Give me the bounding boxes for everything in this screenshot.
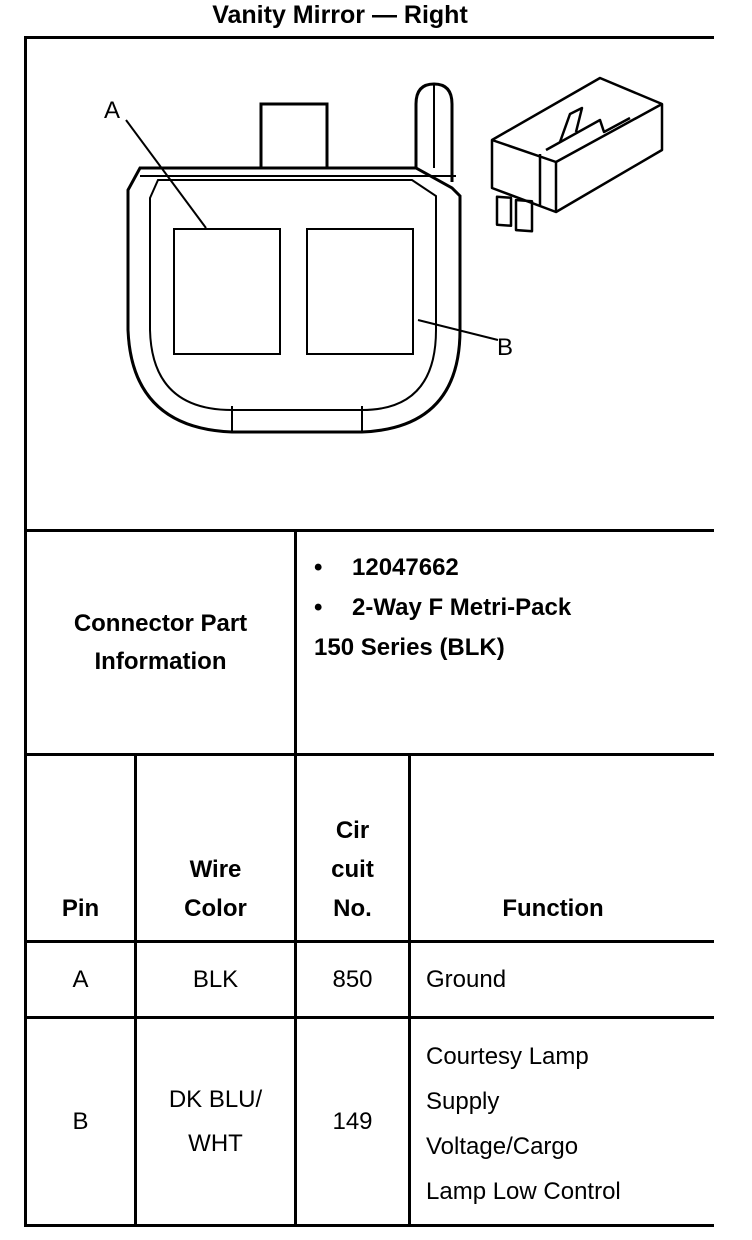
connector-part-info-label [27,532,294,753]
header-wire-color-line2: Color [184,895,247,922]
row-a-circuit: 850 [332,965,373,993]
header-wire-color-line1: Wire [189,856,242,883]
divider-circuit [408,756,411,1227]
header-circuit-line3: No. [333,895,372,922]
header-circuit-no [297,811,408,928]
callout-a: A [104,97,121,124]
header-circuit-line1: Cir [335,817,370,844]
cavity-b [307,229,413,354]
bullet-icon: • [314,554,323,581]
row-b-wire-color-line2: WHT [188,1129,243,1157]
connector-part-info-line1: Connector Part [73,609,248,637]
row-b-wire-color [137,1019,294,1224]
header-circuit-line2: cuit [331,856,374,883]
connector-top-tab [261,104,327,168]
callout-b: B [497,334,514,361]
connector-housing-inner [150,180,436,410]
connector-part-info-values [314,548,571,668]
leader-line-b [418,320,498,340]
connector-iso-view [492,78,662,231]
row-a-wire-color: BLK [192,965,239,993]
connector-diagram [27,39,713,529]
bullet-icon: • [314,594,323,621]
row-b-function [426,1034,710,1214]
divider-part-info [294,532,297,756]
row-b-pin: B [72,1107,89,1135]
row-a-function: Ground [426,965,507,993]
row-b-wire-color-line1: DK BLU/ [168,1085,263,1113]
row-b-function-line2: Supply [426,1088,500,1115]
row-a-pin: A [72,965,89,993]
cavity-a [174,229,280,354]
row-b-function-line3: Voltage/Cargo [426,1133,579,1160]
header-wire-color [137,850,294,928]
header-function: Function [502,895,604,922]
rule-below-part-info [24,753,714,756]
row-b-function-line4: Lamp Low Control [426,1178,621,1205]
part-number: 12047662 [352,554,459,581]
connector-housing-outer [128,168,460,432]
connector-part-info-line2: Information [94,647,227,675]
connector-description-line1: 2-Way F Metri-Pack [352,594,572,621]
row-b-circuit: 149 [332,1107,373,1135]
page-title: Vanity Mirror — Right [212,1,468,29]
header-pin: Pin [61,895,100,922]
row-b-function-line1: Courtesy Lamp [426,1043,589,1070]
connector-description-line2: 150 Series (BLK) [314,634,505,661]
